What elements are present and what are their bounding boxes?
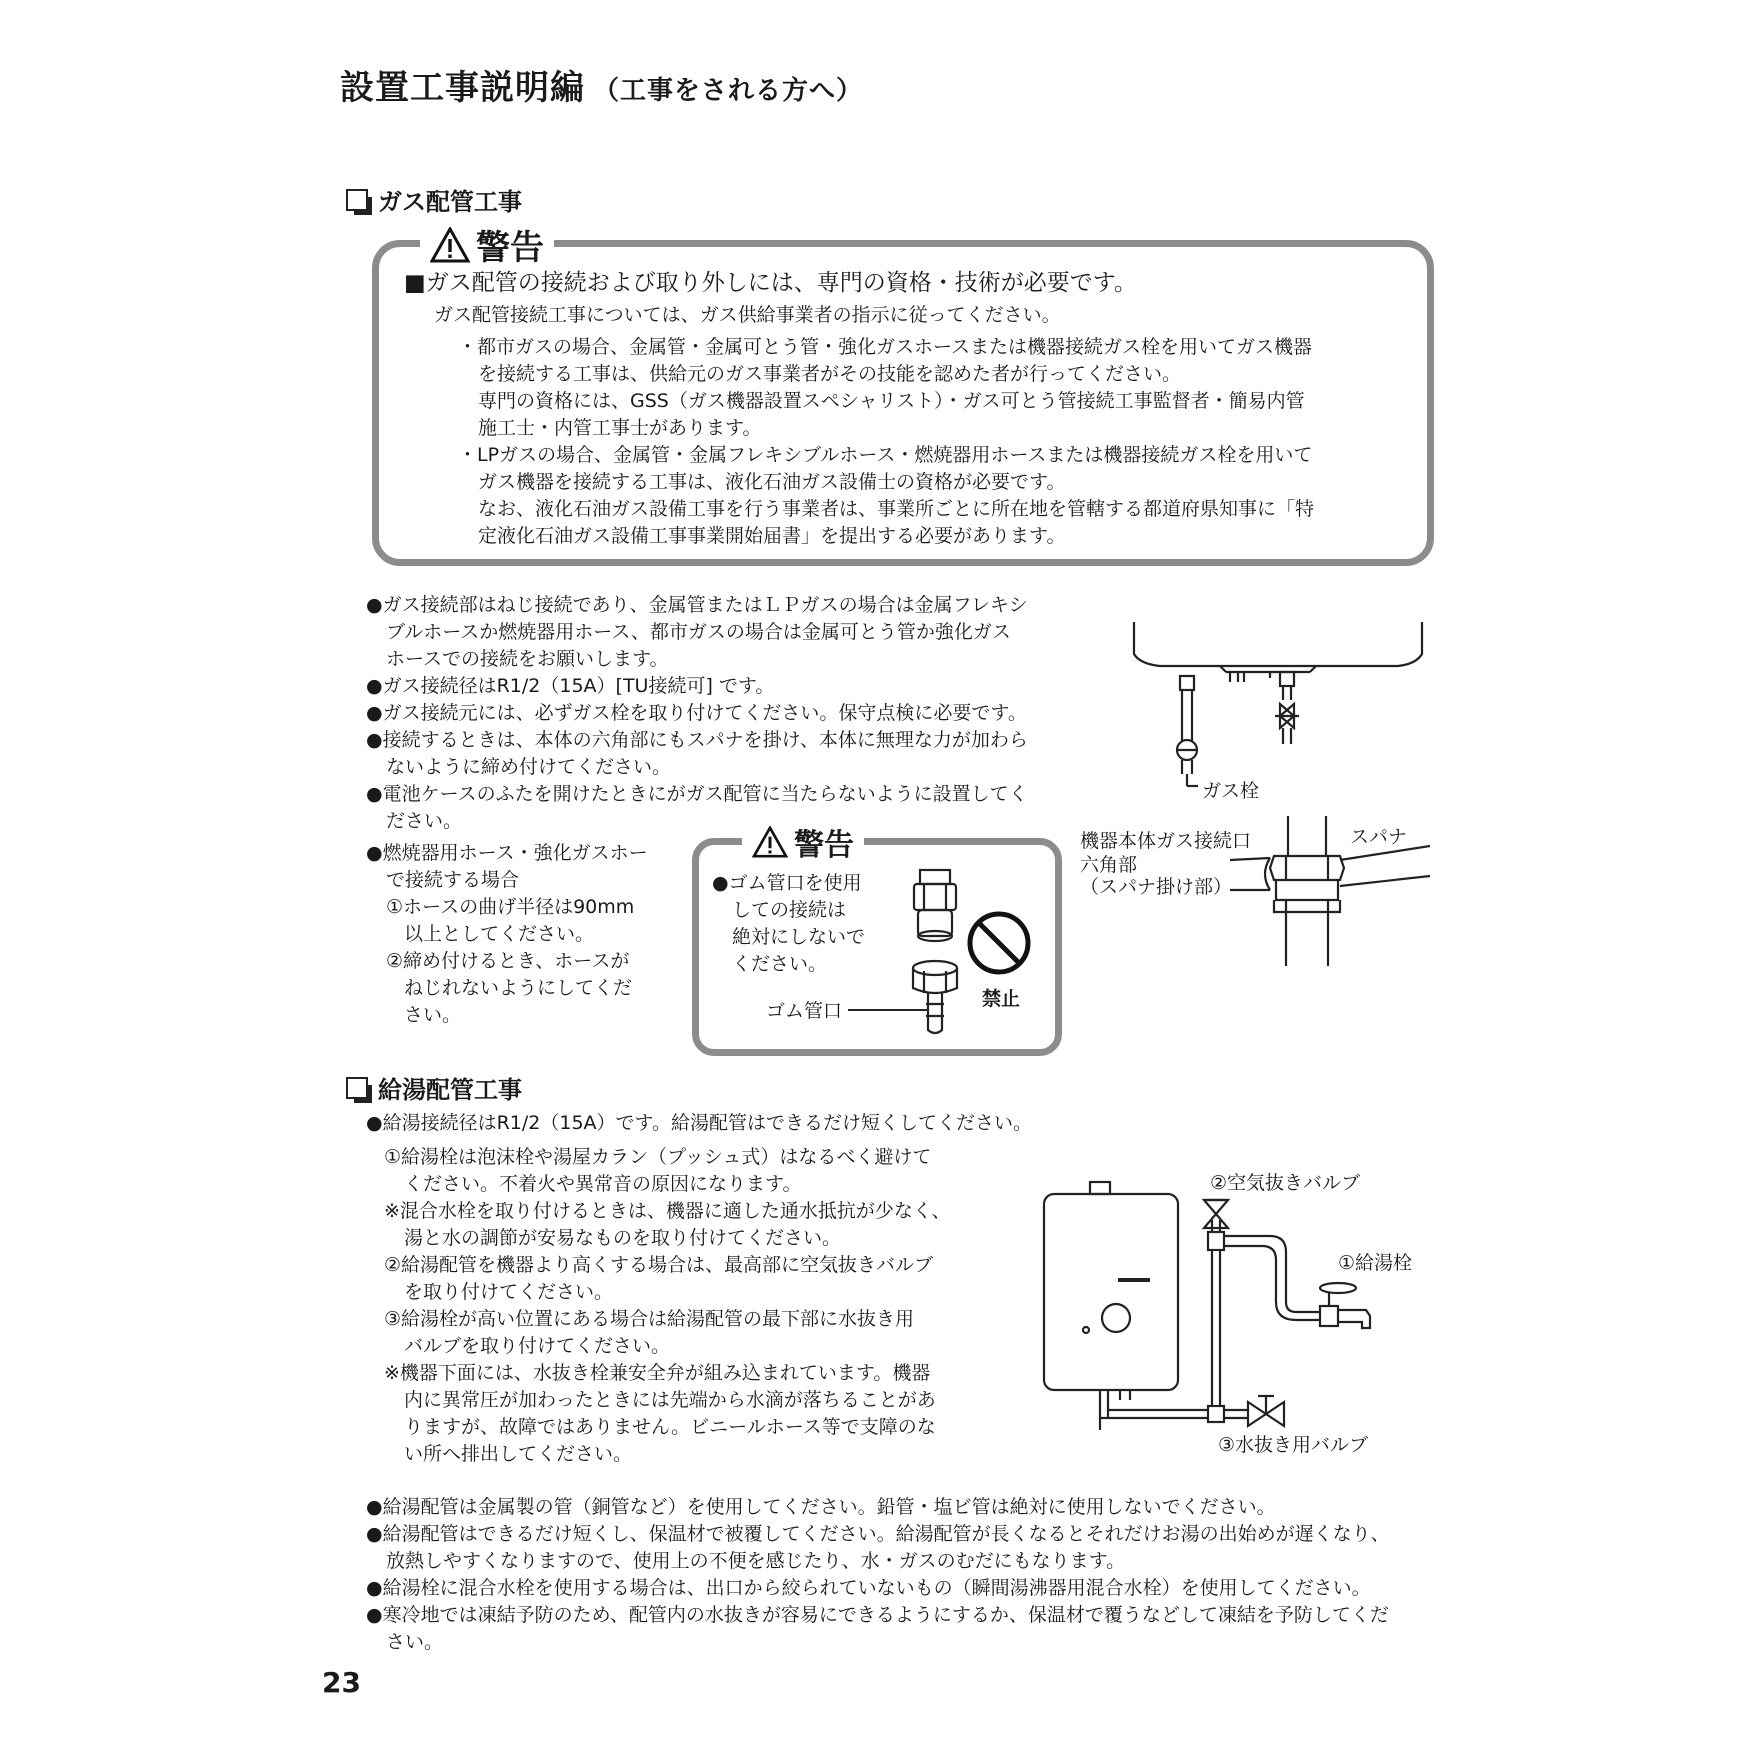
gas-warning-lp-gas: [458, 442, 1314, 550]
text-line: りますが、故障ではありません。ビニールホース等で支障のな: [404, 1416, 936, 1438]
drain-valve-label: ③水抜き用バルブ: [1218, 1434, 1369, 1456]
hex-part-note: （スパナ掛け部）: [1080, 876, 1233, 898]
leader-line: [848, 1008, 928, 1012]
hot-water-piping-diagram: [1030, 1170, 1440, 1430]
small-warning-text: [712, 870, 865, 978]
prohibited-icon: [966, 910, 1032, 976]
text-line: を取り付けてください。: [404, 1281, 614, 1303]
hot-water-notes: [384, 1144, 951, 1468]
gas-warning-city-gas: [458, 334, 1312, 442]
text-line: 湯と水の調節が安易なものを取り付けてください。: [404, 1227, 842, 1249]
air-valve-label: ②空気抜きバルブ: [1210, 1172, 1361, 1194]
text-line: 定液化石油ガス設備工事事業開始届書」を提出する必要があります。: [478, 525, 1066, 547]
text-line: ●ガス接続元には、必ずガス栓を取り付けてください。保守点検に必要です。: [366, 702, 1027, 724]
text-line: ①給湯栓は泡沫栓や湯屋カラン（プッシュ式）はなるべく避けて: [384, 1146, 932, 1168]
page-title-sub: （工事をされる方へ）: [593, 76, 864, 106]
text-line: バルブを取り付けてください。: [404, 1335, 671, 1357]
hot-water-section-title: 給湯配管工事: [378, 1076, 522, 1104]
text-line: 放熱しやすくなりますので、使用上の不便を感じたり、水・ガスのむだにもなります。: [386, 1550, 1126, 1572]
text-line: で接続する場合: [386, 869, 520, 891]
gas-warning-lead: ■ガス配管の接続および取り外しには、専門の資格・技術が必要です。: [404, 270, 1137, 296]
hot-water-section-heading: [346, 1070, 522, 1105]
hot-water-first-bullet: ●給湯接続径はR1/2（15A）です。給湯配管はできるだけ短くしてください。: [366, 1112, 1033, 1134]
text-line: ・都市ガスの場合、金属管・金属可とう管・強化ガスホースまたは機器接続ガス栓を用いてガス機器: [458, 336, 1313, 358]
gas-bullets: [366, 592, 1028, 835]
hot-water-bottom-bullets: [366, 1494, 1390, 1656]
gas-warning-title: [420, 220, 554, 269]
text-line: ●ガス接続部はねじ接続であり、金属管またはＬＰガスの場合は金属フレキシ: [366, 594, 1028, 616]
square-bullet-icon: [346, 1077, 368, 1099]
text-line: ねじれないようにしてくだ: [404, 977, 633, 999]
spanner-label: スパナ: [1350, 826, 1408, 848]
text-line: ブルホースか燃焼器用ホース、都市ガスの場合は金属可とう管か強化ガス: [386, 621, 1011, 643]
small-warning-title: [742, 820, 864, 864]
text-line: い所へ排出してください。: [404, 1443, 633, 1465]
text-line: ①ホースの曲げ半径は90mm: [386, 896, 635, 918]
hex-part-label: 六角部: [1080, 854, 1138, 876]
text-line: ガス機器を接続する工事は、液化石油ガス設備士の資格が必要です。: [478, 471, 1066, 493]
faucet-label: ①給湯栓: [1338, 1252, 1413, 1274]
hose-notes: [366, 840, 648, 1029]
text-line: 施工士・内管工事士があります。: [478, 417, 762, 439]
text-line: ●電池ケースのふたを開けたときにがガス配管に当たらないように設置してく: [366, 783, 1028, 805]
text-line: 専門の資格には、GSS（ガス機器設置スペシャリスト）・ガス可とう管接続工事監督者・簡易内管: [478, 390, 1305, 412]
rubber-hose-label: ゴム管口: [766, 1000, 843, 1022]
text-line: さい。: [404, 1004, 462, 1026]
gas-warning-title-text: 警告: [476, 228, 544, 268]
text-line: さい。: [386, 1631, 444, 1653]
small-warning-title-text: 警告: [794, 828, 854, 863]
body-gas-port-label: 機器本体ガス接続口: [1080, 830, 1252, 852]
text-line: ②締め付けるとき、ホースが: [386, 950, 630, 972]
text-line: ●燃焼器用ホース・強化ガスホー: [366, 842, 648, 864]
text-line: ●給湯配管は金属製の管（銅管など）を使用してください。鉛管・塩ビ管は絶対に使用しないでください。: [366, 1496, 1276, 1518]
text-line: ※機器下面には、水抜き栓兼安全弁が組み込まれています。機器: [384, 1362, 931, 1384]
text-line: ②給湯配管を機器より高くする場合は、最高部に空気抜きバルブ: [384, 1254, 934, 1276]
text-line: ・LPガスの場合、金属管・金属フレキシブルホース・燃焼器用ホースまたは機器接続ガス栓を用いて: [458, 444, 1313, 466]
gas-section-title: ガス配管工事: [378, 188, 522, 216]
text-line: 内に異常圧が加わったときには先端から水滴が落ちることがあ: [404, 1389, 936, 1411]
text-line: ●接続するときは、本体の六角部にもスパナを掛け、本体に無理な力が加わら: [366, 729, 1028, 751]
text-line: ください。不着火や異常音の原因になります。: [404, 1173, 802, 1195]
text-line: ださい。: [386, 810, 463, 832]
page-number: 23: [322, 1666, 361, 1699]
text-line: ないように締め付けてください。: [386, 756, 672, 778]
page-title-main: 設置工事説明編: [340, 68, 585, 108]
prohibited-label: 禁止: [982, 988, 1021, 1010]
text-line: 以上としてください。: [404, 923, 595, 945]
text-line: ●ゴム管口を使用: [712, 872, 862, 894]
page-title: [340, 60, 863, 109]
gas-warning-intro: ガス配管接続工事については、ガス供給事業者の指示に従ってください。: [434, 304, 1061, 326]
gas-valve-label: ガス栓: [1202, 780, 1260, 802]
gas-section-heading: [346, 182, 522, 217]
square-bullet-icon: [346, 189, 368, 211]
text-line: ●給湯栓に混合水栓を使用する場合は、出口から絞られていないもの（瞬間湯沸器用混合水栓）を使用してください。: [366, 1577, 1371, 1599]
text-line: ください。: [732, 953, 828, 975]
text-line: ホースでの接続をお願いします。: [386, 648, 669, 670]
text-line: 絶対にしないで: [732, 926, 866, 948]
text-line: ●寒冷地では凍結予防のため、配管内の水抜きが容易にできるようにするか、保温材で覆うなどして凍結を予防してくだ: [366, 1604, 1389, 1626]
text-line: ※混合水栓を取り付けるときは、機器に適した通水抵抗が少なく、: [384, 1200, 951, 1222]
text-line: ③給湯栓が高い位置にある場合は給湯配管の最下部に水抜き用: [384, 1308, 915, 1330]
gas-valve-diagram: [1120, 620, 1450, 800]
text-line: なお、液化石油ガス設備工事を行う事業者は、事業所ごとに所在地を管轄する都道府県知事に「特: [478, 498, 1315, 520]
text-line: を接続する工事は、供給元のガス事業者がその技能を認めた者が行ってください。: [478, 363, 1182, 385]
text-line: しての接続は: [732, 899, 847, 921]
warning-triangle-icon: [752, 826, 788, 858]
warning-triangle-icon: [430, 227, 470, 263]
text-line: ●ガス接続径はR1/2（15A）[TU接続可] です。: [366, 675, 775, 697]
text-line: ●給湯配管はできるだけ短くし、保温材で被覆してください。給湯配管が長くなるとそれだけお湯の出始めが遅くなり、: [366, 1523, 1390, 1545]
